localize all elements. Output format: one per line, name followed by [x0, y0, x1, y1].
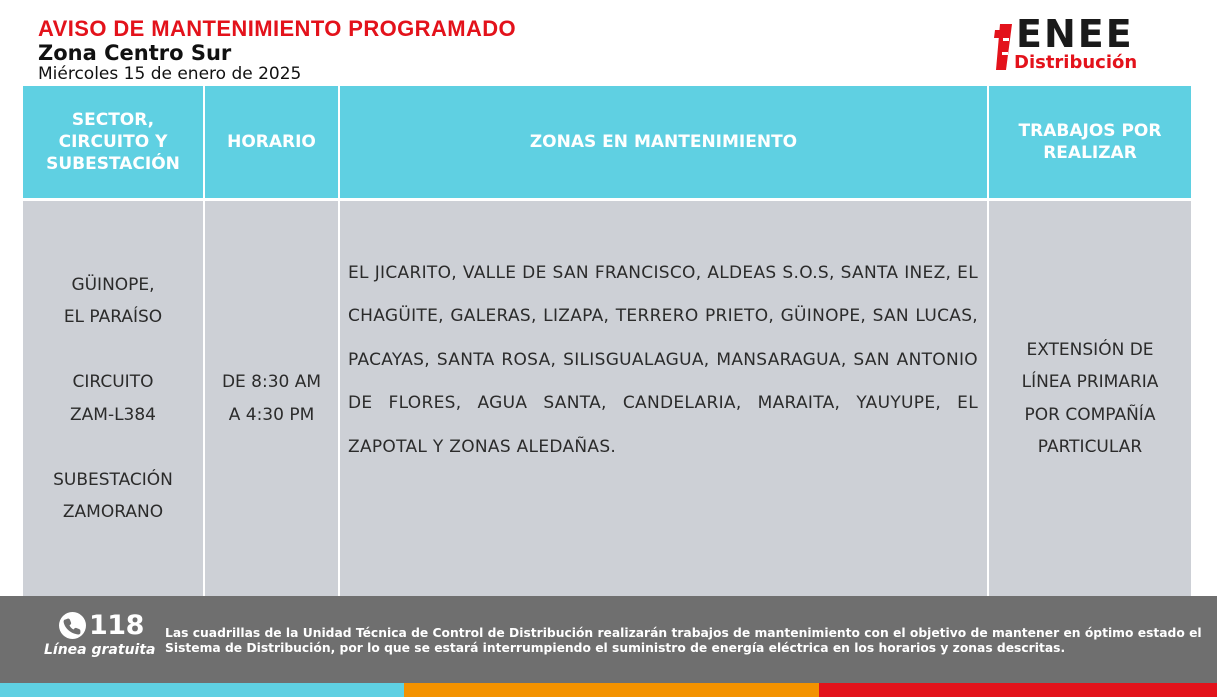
phone-label: Línea gratuita: [44, 642, 156, 658]
footer-notice: Las cuadrillas de la Unidad Técnica de Control de Distribución realizarán trabajos de mantenimiento con el objetivo de mantener en óptimo estado el Sistema de Distribución, por lo que se estará interrumpiendo el suministro de energía eléctrica en los horarios y zonas descritas.: [165, 626, 1202, 655]
header-work: TRABAJOS POR REALIZAR: [1018, 121, 1162, 163]
cell-schedule: [205, 201, 338, 596]
header-zones: ZONAS EN MANTENIMIENTO: [529, 132, 798, 152]
schedule-text: DE 8:30 AM A 4:30 PM: [221, 371, 322, 425]
cell-work: [989, 201, 1191, 596]
header-sector: SECTOR, CIRCUITO Y SUBESTACIÓN: [46, 110, 180, 174]
sector-text: GÜINOPE, EL PARAÍSO CIRCUITO ZAM-L384 SUBESTACIÓN ZAMORANO: [53, 274, 173, 522]
stripe-cyan: [0, 683, 404, 697]
phone-number: 118: [89, 610, 144, 641]
enee-logo-mark-icon: [992, 20, 1014, 72]
phone-icon: [59, 612, 86, 639]
stripe-orange: [404, 683, 819, 697]
footer-bar: [0, 596, 1217, 683]
maintenance-table: [23, 86, 1191, 596]
notice-date: Miércoles 15 de enero de 2025: [38, 64, 302, 84]
logo-subtitle: Distribución: [1014, 52, 1138, 73]
zone-name: Zona Centro Sur: [38, 41, 232, 65]
enee-logo: [990, 12, 1170, 76]
page-title: AVISO DE MANTENIMIENTO PROGRAMADO: [38, 16, 517, 41]
logo-brand-text: ENEE: [1016, 12, 1134, 56]
zones-text: EL JICARITO, VALLE DE SAN FRANCISCO, ALDEAS S.O.S, SANTA INEZ, EL CHAGÜITE, GALERAS, LIZAPA, TERRERO PRIETO, GÜINOPE, SAN LUCAS, PACAYAS, SANTA ROSA, SILISGUALAGUA, MANSARAGUA, SAN ANTONIO DE FLORES, AGUA SANTA, CANDELARIA, MARAITA, YAUYUPE, EL ZAPOTAL Y ZONAS ALEDAÑAS.: [348, 263, 978, 457]
stripe-red: [819, 683, 1217, 697]
work-text: EXTENSIÓN DE LÍNEA PRIMARIA POR COMPAÑÍA PARTICULAR: [1021, 339, 1159, 457]
header-schedule: HORARIO: [227, 132, 316, 152]
cell-sector: [23, 201, 203, 596]
notice-header: [0, 0, 1217, 86]
